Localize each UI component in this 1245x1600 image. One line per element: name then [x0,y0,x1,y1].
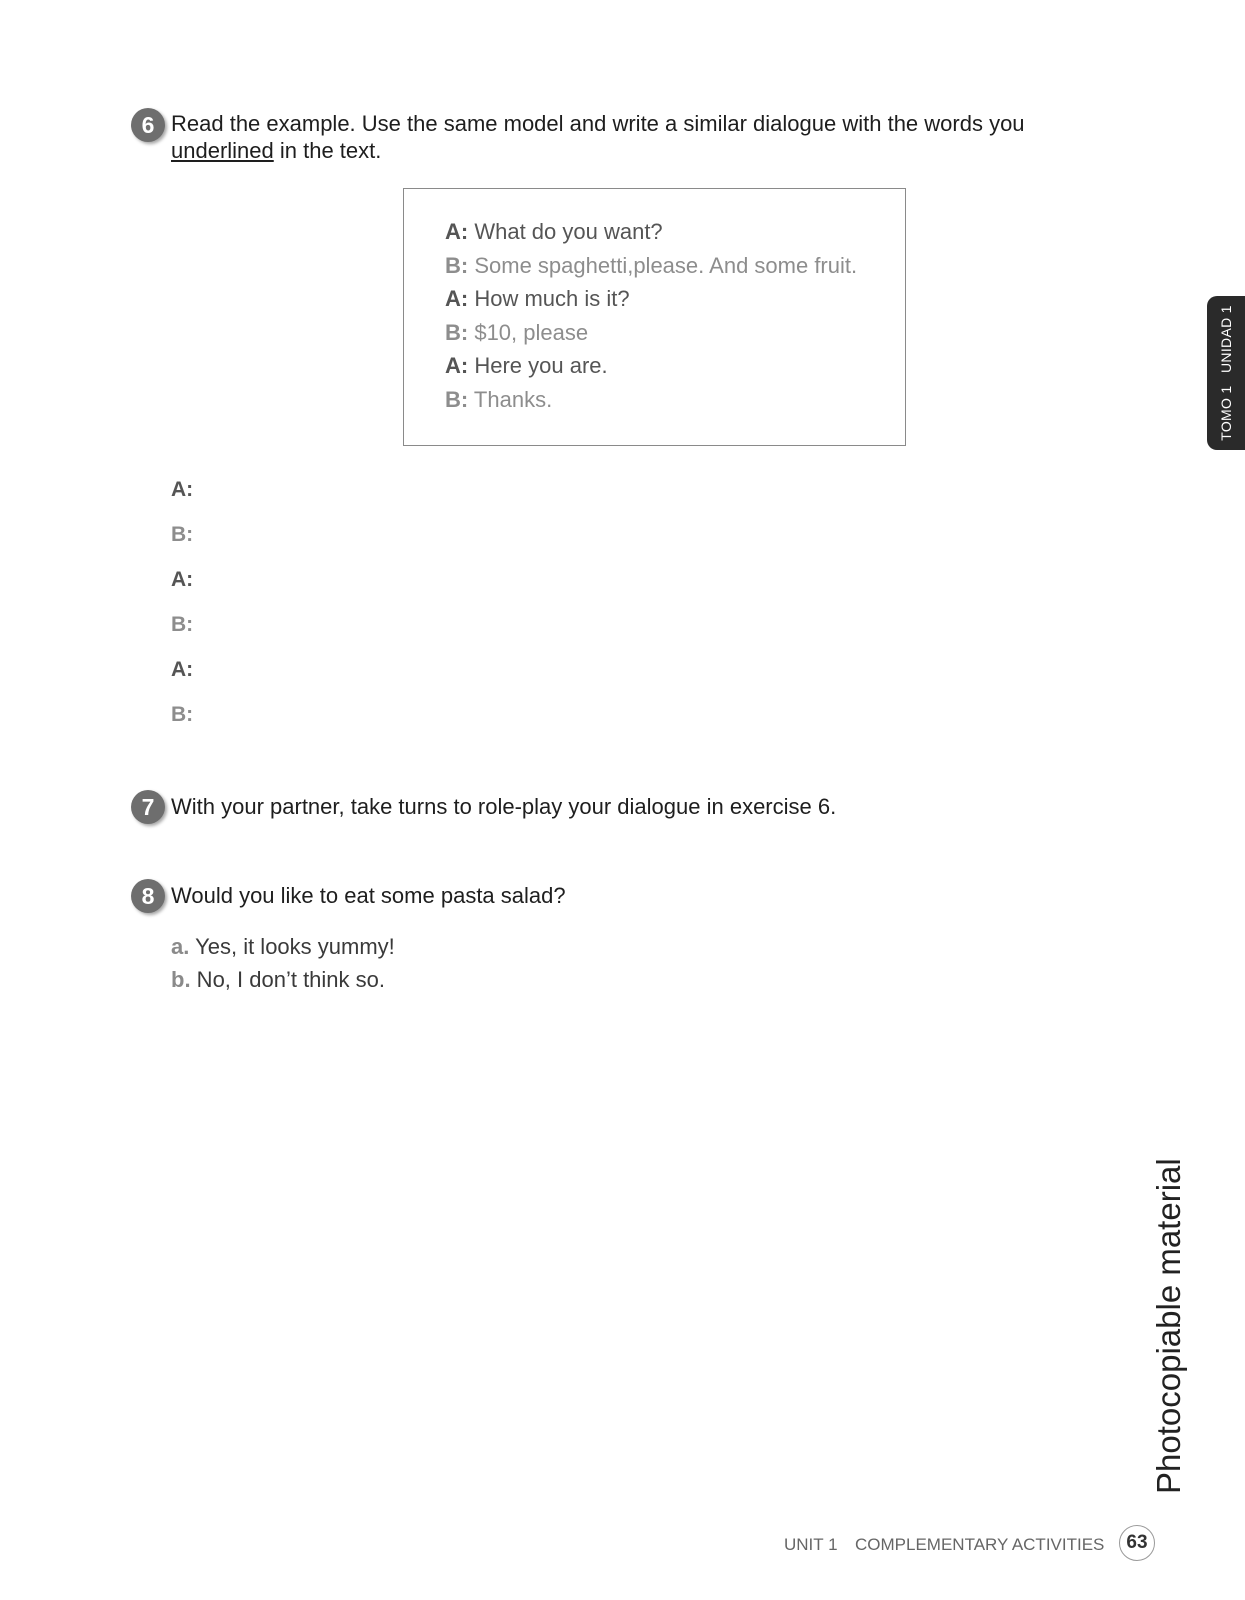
exercise-8-number: 8 [141,882,155,909]
dialogue-text: $10, please [468,320,589,345]
model-dialogue-line [445,387,552,413]
speaker-label: B: [445,387,469,412]
answer-option [171,934,395,960]
exercise-6-number-badge [131,108,165,142]
model-dialogue-line [445,353,608,379]
speaker-label: A: [445,219,469,244]
page-number-badge [1119,1525,1155,1561]
answer-option [171,967,385,993]
answer-label-b: B: [171,613,194,636]
answer-label-a: A: [171,568,194,591]
exercise-8-number-badge [131,879,165,913]
model-dialogue-line [445,219,663,245]
exercise-6-number: 6 [141,111,155,138]
dialogue-text: Here you are. [468,353,608,378]
speaker-label: B: [445,320,469,345]
answer-label-a: A: [171,658,194,681]
exercise-7-number-badge [131,790,165,824]
page-number: 63 [1126,1532,1148,1553]
model-dialogue-line [445,320,588,346]
dialogue-text: Some spaghetti,please. And some fruit. [468,253,858,278]
answer-label-b: B: [171,703,194,726]
exercise-7-number: 7 [141,793,155,820]
exercise-6-instruction-part2: in the text. [273,138,382,163]
dialogue-text: What do you want? [468,219,663,244]
exercise-6-underlined-word: underlined [171,138,274,163]
model-dialogue-line [445,253,857,279]
exercise-8-question: Would you like to eat some pasta salad? [171,883,566,908]
speaker-label: A: [445,286,469,311]
dialogue-text: Thanks. [468,387,553,412]
exercise-6-instruction [171,110,1131,164]
footer-unit: UNIT 1 [784,1535,838,1554]
footer-section: COMPLEMENTARY ACTIVITIES [855,1535,1105,1554]
exercise-6-instruction-part1: Read the example. Use the same model and write a similar dialogue with the words you [171,111,1025,136]
option-letter: a. [171,934,190,959]
answer-label-a: A: [171,478,194,501]
option-text: Yes, it looks yummy! [189,934,395,959]
model-dialogue-box [403,188,906,446]
exercise-7-instruction: With your partner, take turns to role-play your dialogue in exercise 6. [171,794,837,819]
model-dialogue-line [445,286,630,312]
side-tab-label: TOMO 1 UNIDAD 1 [1218,305,1234,441]
option-text: No, I don’t think so. [190,967,385,992]
speaker-label: B: [445,253,469,278]
photocopiable-label: Photocopiable material [1150,1158,1187,1494]
option-letter: b. [171,967,191,992]
answer-label-b: B: [171,523,194,546]
side-tab [1207,296,1245,450]
dialogue-text: How much is it? [468,286,630,311]
speaker-label: A: [445,353,469,378]
